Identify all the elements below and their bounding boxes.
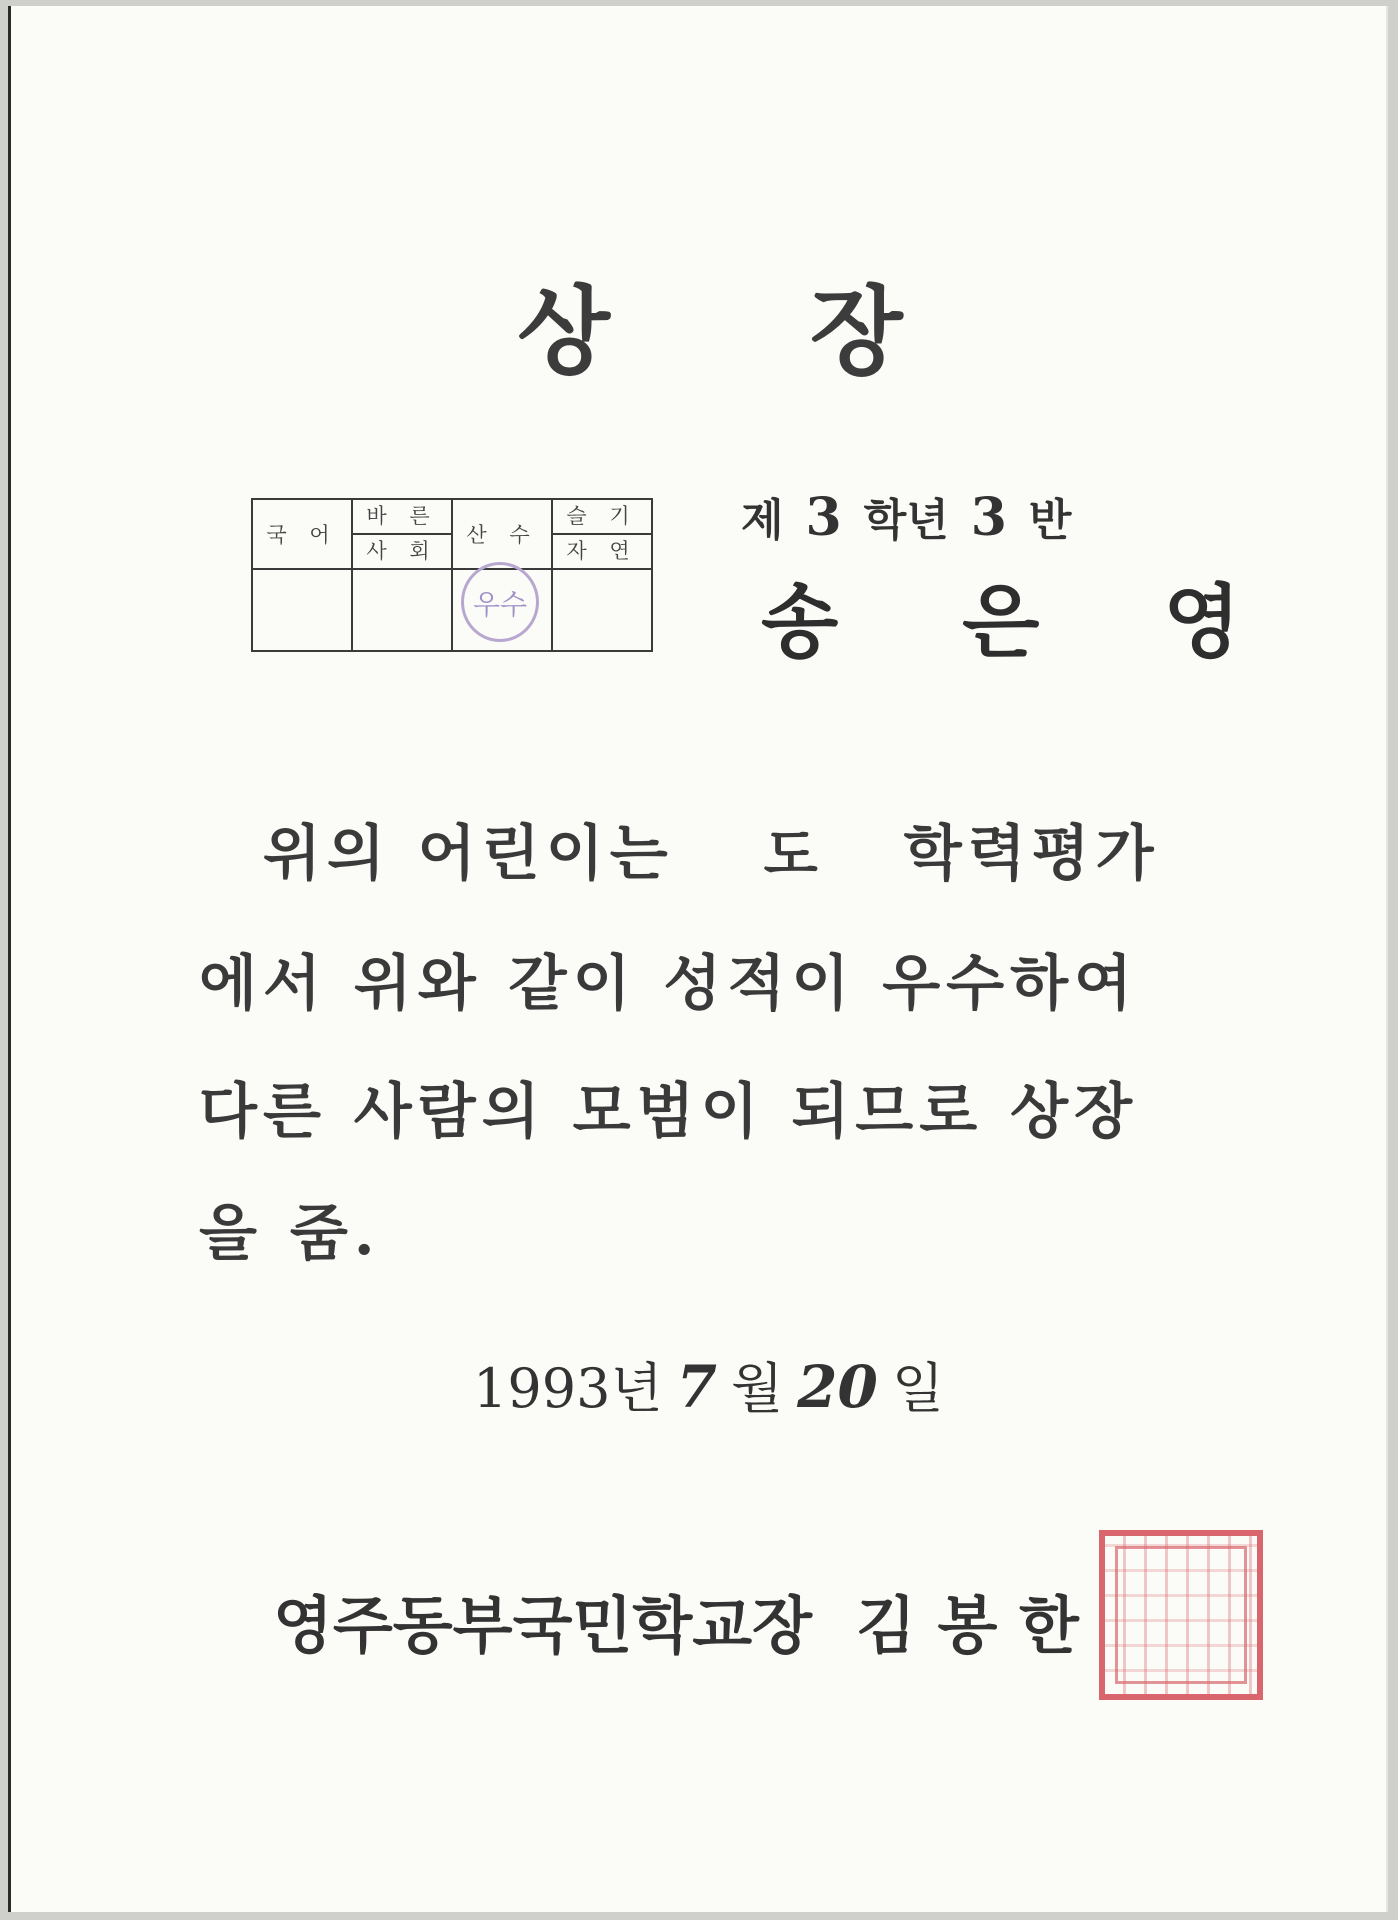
mark-cell-korean: [252, 569, 352, 651]
principal-name: 김 봉 한: [856, 1589, 1079, 1662]
certificate-sheet: [8, 6, 1388, 1912]
title-char: 장: [810, 275, 903, 388]
mark-cell-math: [452, 569, 552, 651]
excellent-mark-stamp: 우수: [461, 562, 539, 642]
body-line-4: 을 줌.: [199, 1199, 381, 1269]
handwritten-region: 도: [763, 822, 824, 888]
body-line-1: 위의 어린이는 도 학력평가: [263, 806, 1160, 892]
mark-cell-social: [352, 569, 452, 651]
subject-science: 슬 기 자 연: [552, 499, 652, 569]
recipient-name: 송 은 영: [761, 575, 1289, 669]
grades-table: [251, 498, 653, 652]
body-line-2: 에서 위와 같이 성적이 우수하여: [199, 949, 1139, 1019]
mark-cell-science: [552, 569, 652, 651]
title-char: 상: [517, 275, 610, 388]
issuer-line: [273, 1576, 1079, 1665]
handwritten-day: 20: [797, 1353, 878, 1421]
certificate-title: [11, 256, 1398, 393]
issue-date: 1993년 7 월 20 일: [473, 1353, 945, 1421]
handwritten-month: 7: [676, 1353, 717, 1421]
subject-social: 바 른 사 회: [352, 499, 452, 569]
subject-math: 산 수: [452, 499, 552, 569]
class-line: 제 3 학년 3 반: [741, 487, 1072, 548]
subject-korean: 국 어: [252, 499, 352, 569]
principal-seal: [1099, 1530, 1263, 1700]
school-title: 영주동부국민학교장: [273, 1589, 813, 1662]
body-line-3: 다른 사람의 모범이 되므로 상장: [199, 1077, 1139, 1147]
